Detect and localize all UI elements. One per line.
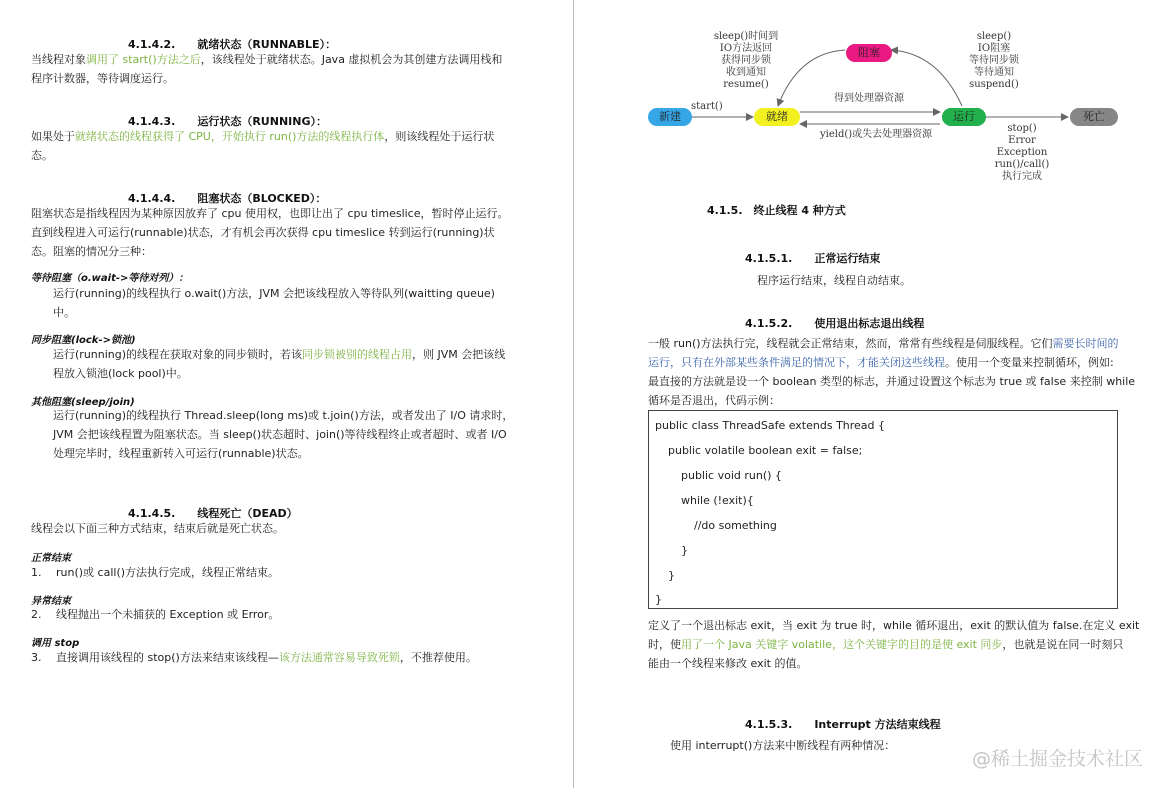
other-line-3: 处理完毕时，线程重新转入可运行(runnable)状态。 (53, 447, 309, 460)
code-line: while (!exit){ (681, 494, 754, 507)
heading-dead: 4.1.4.5. 线程死亡（DEAD） (128, 507, 298, 520)
after-code-line-3: 能由一个线程来修改 exit 的值。 (648, 657, 808, 670)
label-yield: yield()或失去处理器资源 (820, 129, 933, 140)
page-divider (573, 0, 574, 788)
after-code-line-2: 时，使用了一个 Java 关键字 volatile，这个关键字的目的是使 exit 同步，也就是说在同一时刻只 (648, 638, 1124, 651)
running-line-1: 如果处于就绪状态的线程获得了 CPU，开始执行 run()方法的线程执行体，则该线程处于运行状 (31, 130, 495, 143)
blocked-line-1: 阻塞状态是指线程因为某种原因放弃了 cpu 使用权，也即让出了 cpu timeslice，暂时停止运行。 (31, 207, 509, 220)
code-line: public volatile boolean exit = false; (668, 444, 863, 457)
node-new: 新建 (648, 108, 692, 126)
flag-line-4: 循环是否退出，代码示例： (648, 394, 780, 407)
runnable-line-1: 当线程对象调用了 start()方法之后，该线程处于就绪状态。Java 虚拟机会为其创建方法调用栈和 (31, 53, 503, 66)
node-dead: 死亡 (1070, 108, 1118, 126)
other-block-title: 其他阻塞(sleep/join) (31, 397, 135, 408)
normal-end-title: 正常结束 (31, 553, 71, 564)
code-line: //do something (694, 519, 777, 532)
code-line: } (668, 569, 675, 582)
heading-normal-run-end: 4.1.5.1. 正常运行结束 (745, 252, 881, 265)
runnable-line-2: 程序计数器，等待调度运行。 (31, 72, 174, 85)
heading-stop-four-ways: 4.1.5. 终止线程 4 种方式 (707, 204, 846, 217)
code-line: } (681, 544, 688, 557)
label-right-conditions: sleep() IO阻塞 等待同步锁 等待通知 suspend() (969, 31, 1019, 90)
label-start: start() (691, 101, 723, 112)
exception-end-title: 异常结束 (31, 596, 71, 607)
label-left-conditions: sleep()时间到 IO方法返回 获得同步锁 收到通知 resume() (713, 31, 779, 90)
watermark: @稀土掘金技术社区 (972, 748, 1144, 770)
code-line: public class ThreadSafe extends Thread { (655, 419, 886, 432)
heading-runnable: 4.1.4.2. 就绪状态（RUNNABLE）： (128, 38, 337, 51)
heading-blocked: 4.1.4.4. 阻塞状态（BLOCKED）： (128, 192, 327, 205)
wait-line-2: 中。 (53, 306, 75, 319)
node-blocked: 阻塞 (846, 44, 892, 62)
code-line: } (655, 593, 662, 606)
wait-block-title: 等待阻塞（o.wait->等待对列）： (31, 273, 189, 284)
sync-line-2: 程放入锁池(lock pool)中。 (53, 367, 188, 380)
interrupt-text: 使用 interrupt()方法来中断线程有两种情况： (670, 739, 896, 752)
thread-state-diagram (648, 28, 1118, 190)
node-ready: 就绪 (754, 108, 800, 126)
heading-running: 4.1.4.3. 运行状态（RUNNING）： (128, 115, 327, 128)
code-line: public void run() { (681, 469, 782, 482)
code-example-box (648, 410, 1118, 609)
flag-line-3: 最直接的方法就是设一个 boolean 类型的标志，并通过设置这个标志为 true 或 false 来控制 while (648, 375, 1136, 388)
blocked-line-2: 直到线程进入可运行(runnable)状态，才有机会再次获得 cpu timeslice 转到运行(running)状 (31, 226, 495, 239)
normal-end-item: 1. run()或 call()方法执行完成，线程正常结束。 (31, 566, 280, 579)
heading-interrupt: 4.1.5.3. Interrupt 方法结束线程 (745, 718, 941, 731)
flag-line-1: 一般 run()方法执行完，线程就会正常结束，然而，常常有些线程是伺服线程。它们需要长时间的 (648, 337, 1119, 350)
label-get-cpu: 得到处理器资源 (834, 93, 904, 104)
flag-line-2: 运行，只有在外部某些条件满足的情况下，才能关闭这些线程。使用一个变量来控制循环，例如: (648, 356, 1114, 369)
normal-run-end-text: 程序运行结束，线程自动结束。 (757, 274, 911, 287)
sync-line-1: 运行(running)的线程在获取对象的同步锁时，若该同步锁被别的线程占用，则 JVM 会把该线 (53, 348, 506, 361)
heading-exit-flag: 4.1.5.2. 使用退出标志退出线程 (745, 317, 925, 330)
dead-intro: 线程会以下面三种方式结束，结束后就是死亡状态。 (31, 522, 284, 535)
sync-block-title: 同步阻塞(lock->锁池) (31, 335, 136, 346)
label-end-conditions: stop() Error Exception run()/call() 执行完成 (994, 123, 1050, 182)
blocked-line-3: 态。阻塞的情况分三种： (31, 245, 152, 258)
other-line-1: 运行(running)的线程执行 Thread.sleep(long ms)或 t.join()方法，或者发出了 I/O 请求时， (53, 409, 514, 422)
node-running: 运行 (942, 108, 986, 126)
other-line-2: JVM 会把该线程置为阻塞状态。当 sleep()状态超时、join()等待线程终止或者超时、或者 I/O (53, 428, 507, 441)
wait-line-1: 运行(running)的线程执行 o.wait()方法，JVM 会把该线程放入等待队列(waitting queue) (53, 287, 495, 300)
exception-end-item: 2. 线程抛出一个未捕获的 Exception 或 Error。 (31, 608, 280, 621)
stop-item: 3. 直接调用该线程的 stop()方法来结束该线程—该方法通常容易导致死锁，不推荐使用。 (31, 651, 477, 664)
stop-title: 调用 stop (31, 638, 80, 649)
running-line-2: 态。 (31, 149, 53, 162)
after-code-line-1: 定义了一个退出标志 exit，当 exit 为 true 时，while 循环退出，exit 的默认值为 false.在定义 exit (648, 619, 1140, 632)
